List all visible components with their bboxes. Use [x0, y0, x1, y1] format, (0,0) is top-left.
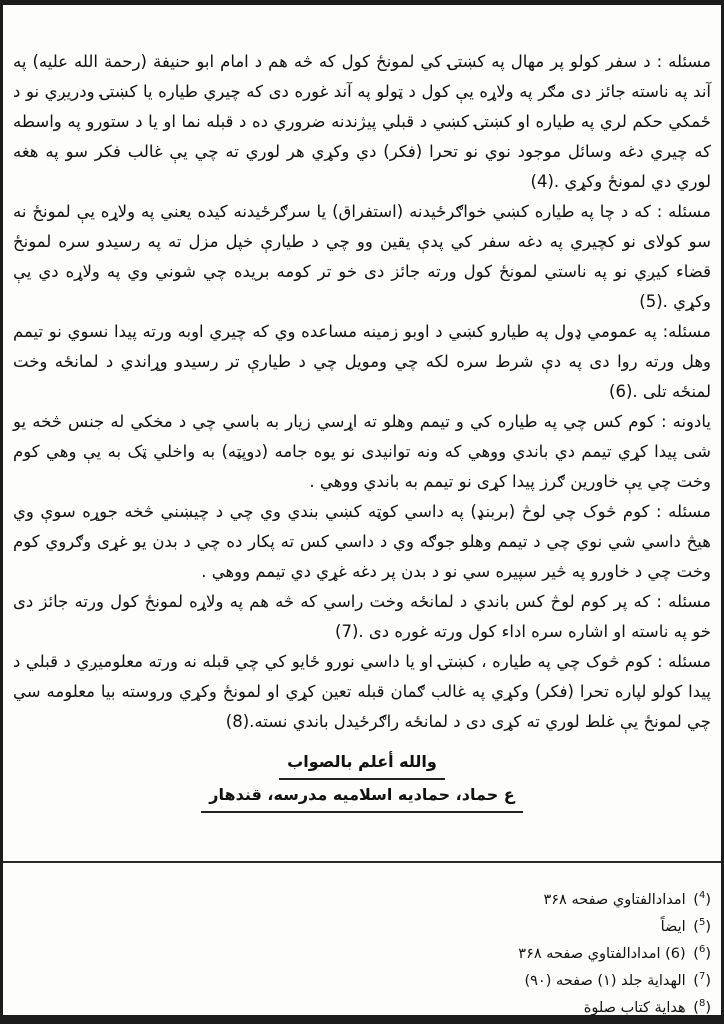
footnote-number: 6 — [698, 944, 706, 956]
footnote-marker-4 — [690, 887, 711, 914]
footnote-paren-close: ) — [705, 973, 711, 989]
footnote-paren-open: ( — [693, 1000, 699, 1016]
paragraph-masala-2: مسئله : که د چا په طياره کښي خواګرځيدنه (استفراق) يا سرګرځيدنه کيده يعني په ولاړه يې لمونځ نه سو کولای نو کچيري په دغه سفر کي پدې يقين وو چي د طيارې خپل مزل ته په رسيدو سره لمونځ قضاء کيږي نو په ناستي لمونځ کول ورته جائز دی خو تر کومه بريده چي شوني وي په ولاړه دي يې وکړي .(5) — [13, 202, 711, 311]
footnote-marker-5 — [690, 914, 711, 941]
body-text — [3, 5, 721, 861]
footnote-item-4 — [13, 887, 711, 914]
signature-dua: والله أعلم بالصواب — [279, 751, 445, 780]
signature-line-1 — [13, 751, 711, 780]
paragraph-note: يادونه : کوم کس چي په طياره کي و تيمم وهلو ته اړسي زيار به باسي چي د مخکي له جنس څخه يو شی پيدا کړي تيمم دي باندي ووهي که ونه توانيدی نو يوه جامه (دوپټه) به واخلي ټک به يې وهي کوم وخت چي يې خاورين ګرز پيدا کړی نو تيمم به باندي ووهي . — [13, 412, 711, 491]
footnote-text: امدادالفتاوي صفحه ۳۶۸ — [543, 892, 686, 908]
footnote-marker-6 — [690, 941, 711, 968]
footnote-paren-open: ( — [693, 946, 699, 962]
footnote-item-5 — [13, 914, 711, 941]
footnote-item-7 — [13, 968, 711, 995]
footnote-paren-close: ) — [705, 892, 711, 908]
paragraph-masala-1: مسئله : د سفر کولو پر مهال په کښتۍ کي لمونځ کول که څه هم د امام ابو حنيفة (رحمة الله عليه) په آند په ناسته جائز دی مګر په ولاړه يې کول د ټولو په آند غوره دی که چيري طياره يا کښتۍ ودريږي نو د ځمکي حکم لري په طياره او کښتۍ کښي د قبلي پيژندنه ضروري ده د قبله نما او يا د ستورو په واسطه که چيري دغه وسائل موجود نوي نو تحرا (فکر) دي وکړي هر لوري ته چي يې غالب فکر سو په هغه لوري دي لمونځ وکړي .(4) — [13, 52, 711, 191]
footnote-marker-8 — [690, 995, 711, 1022]
footnote-paren-close: ) — [705, 1000, 711, 1016]
footnote-paren-open: ( — [693, 973, 699, 989]
footnote-marker-7 — [690, 968, 711, 995]
footnote-text: هداية کتاب صلوة — [583, 1000, 686, 1016]
footnote-text: (6) امدادالفتاوي صفحه ۳۶۸ — [518, 946, 686, 962]
footnote-paren-open: ( — [693, 919, 699, 935]
signature-line-2 — [13, 780, 711, 813]
footnote-number: 4 — [698, 890, 706, 902]
footnote-number: 7 — [698, 971, 706, 983]
footnotes-section — [3, 861, 721, 1015]
paragraph-masala-6: مسئله : کوم څوک چي په طياره ، کښتۍ او يا داسي نورو ځايو کي چي قبله نه ورته معلوميږي د قبلي د پيدا کولو لپاره تحرا (فکر) وکړي په غالب ګمان قبله تعين کړي او لمونځ وکړي وروسته بيا معلومه سي چي لمونځ يې غلط لوري ته کړی دی د لمانځه راګرځيدل باندي نسته.(8) — [13, 652, 711, 731]
footnote-paren-close: ) — [705, 919, 711, 935]
footnote-text: ايضاً — [660, 919, 686, 935]
paragraph-masala-3: مسئله: په عمومي ډول په طيارو کښي د اوبو زمينه مساعده وي که چيري اوبه ورته پيدا نسوي نو تيمم وهل ورته روا دی په دې شرط سره لکه چي ومويل چي د طيارې تر رسيدو وړاندي د لمانځه وخت لمنځه تلی .(6) — [13, 322, 711, 401]
signature-author: ع حماد، حماديه اسلاميه مدرسه، قندهار — [201, 784, 522, 813]
paragraph-masala-5: مسئله : که پر کوم لوڅ کس باندي د لمانځه وخت راسي که څه هم په ولاړه لمونځ کول ورته جائز دی خو په ناسته او اشاره سره اداء کول ورته غوره دی .(7) — [13, 592, 711, 641]
footnote-paren-open: ( — [693, 892, 699, 908]
footnote-item-8 — [13, 995, 711, 1022]
signature-block — [13, 751, 711, 813]
footnote-number: 8 — [698, 998, 706, 1010]
footnote-item-6 — [13, 941, 711, 968]
footnote-paren-close: ) — [705, 946, 711, 962]
footnote-number: 5 — [698, 917, 706, 929]
paragraph-masala-4: مسئله : کوم څوک چي لوڅ (بربنډ) په داسي کوټه کښي بندي وي چي د چيښني څخه جوړه سوې وي هيڅ داسي شي نوي چي د تيمم وهلو جوګه وي د داسي کس ته پکار ده چي د بدن يو غړی وګروي کوم وخت چي د خاورو په څير سپيره سي نو د بدن پر دغه غړي دي تيمم ووهي . — [13, 502, 711, 581]
footnote-text: الهداية جلد (۱) صفحه (۹۰) — [524, 973, 686, 989]
